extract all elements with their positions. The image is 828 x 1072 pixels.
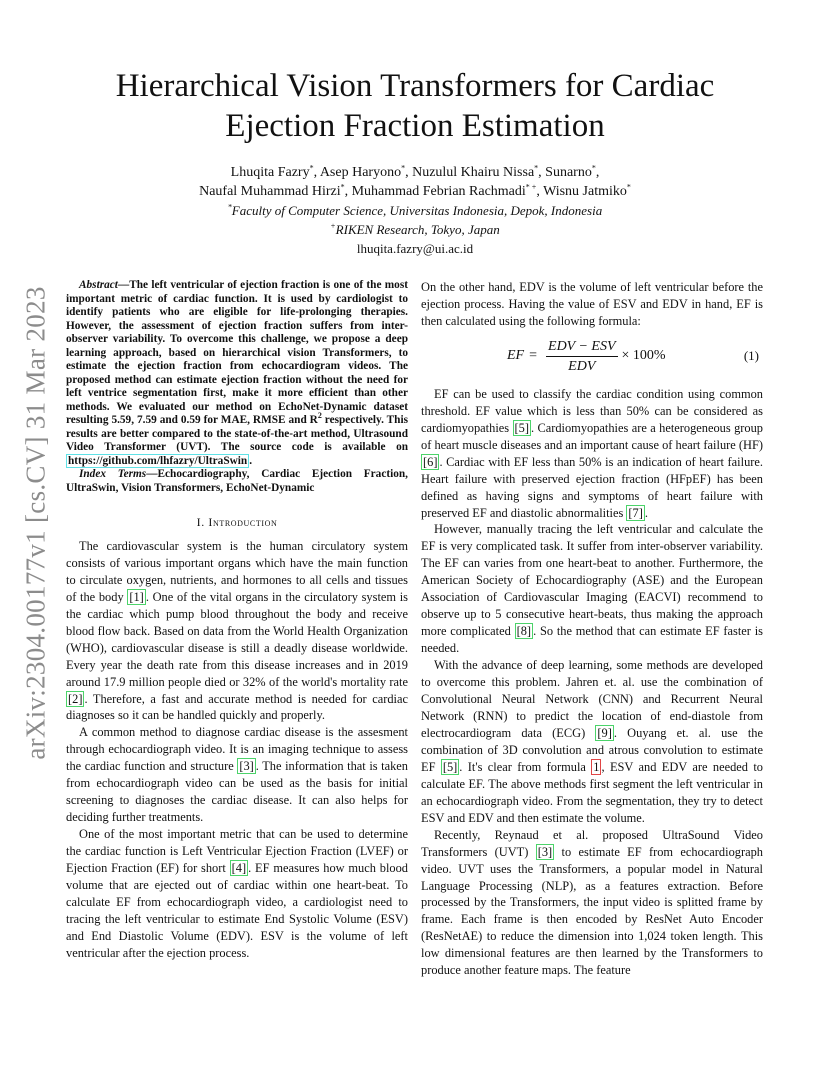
citation-link[interactable]: [1] [129,589,144,604]
paragraph: On the other hand, EDV is the volume of left ventricular before the ejection process. Having the value of ESV and EDV in hand, EF is then calculated using the following formula: [421,280,763,328]
paragraph: With the advance of deep learning, some methods are developed to overcome this problem. Jahren et. al. use the combination of Convolutional Neural Network (CNN) and Recurrent Neural Network (RNN) to predict the location of end-diastole from electrocardiogram data (ECG) [9] . Ouyang et. al. use the combination of 3D convolution and atrous convolution to estimate EF [5] . It's clear from formula 1 , ESV and EDV are needed to calculate EF. The above methods first segment the left ventricular in an echocardiograph video. From the segmentation, they try to detect ESV and EDV and then estimate the volume. [421,658,763,825]
author-line-1: Lhuqita Fazry*, Asep Haryono*, Nuzulul Khairu Nissa*, Sunarno*, [230,163,600,180]
equation-ef: EF = $\frac{\text{EDV − ESV}}{\text{EDV}}$ × 100% (1) [507,338,759,374]
index-terms: Index Terms—Echocardiography, Cardiac Ejection Fraction, UltraSwin, Vision Transformers, EchoNet-Dynamic [66,468,408,494]
citation-link[interactable]: [3] [239,759,254,774]
citation-link[interactable]: [9] [597,725,612,740]
paragraph: Recently, Reynaud et al. proposed UltraSound Video Transformers (UVT) [3] to estimate EF from echocardiograph video. UVT uses the Transformers, a popular model in Natural Language Processing (NLP), as a features extraction. Before processed by the Transformers, the input video is splitted frame by frame. Each frame is then encoded by ResNet Auto Encoder (ResNetAE) to reduce the dimension into 1,024 token length. This low dimensional features are then learned by the Transformers to produce another feature maps. The feature [421,827,763,978]
paragraph: EF can be used to classify the cardiac condition using common threshold. EF value which is less than 50% can be considered as cardiomyopathies [5] . Cardiomyopathies are a heterogeneous group of heart muscle diseases and an important cause of heart failure (HF) [6] . Cardiac with EF less than 50% is an indication of heart failure. Heart failure with preserved ejection fraction (HFpEF) has been defined as having signs and symptoms of heart failure with preserved EF and diastolic abnormalities [7] . [421,386,764,520]
section-heading-introduction: I. Introduction [196,515,278,529]
fraction: $\frac{\text{EDV − ESV}}{\text{EDV}}$ [548,338,616,374]
source-code-link[interactable]: https://github.com/lhfazry/UltraSwin [68,454,248,467]
paragraph: One of the most important metric that can be used to determine the cardiac function is Left Ventricular Ejection Fraction (LVEF) or Ejection Fraction (EF) for short [4] . EF measures how much blood volume that are ejected out of cardiac within one heart-beat. To calculate EF from echocardiograph video, a cardiologist need to tracing the left ventricular to estimate End Systolic Volume (ESV) and End Diastolic Volume (EDV). ESV is the volume of left ventricular after the ejection process. [66,827,408,960]
author: Sunarno [545,165,592,180]
arxiv-identifier: arXiv:2304.00177v1 [cs.CV] 31 Mar 2023 [20,286,51,760]
paragraph: However, manually tracing the left ventricular and calculate the EF is very complicated task. It suffer from inter-observer variability. The EF can varies from one heart-beat to another. Furthermore, the American Society of Echocardiography (ASE) and the European Association of Cardiovascular Imaging (EACVI) recommend to observe up to 5 consecutive heart-beats, thus making the approach more complicated [8] . So the method that can estimate EF faster is needed. [421,522,763,656]
affiliation-1: *Faculty of Computer Science, Universitas Indonesia, Depok, Indonesia [227,202,603,218]
citation-link[interactable]: [5] [442,759,458,774]
citation-link[interactable]: [4] [231,861,247,876]
abstract: Abstract—The left ventricular of ejection fraction is one of the most important metric of cardiac function. It is used by cardiologist to identify patients who are eligible for life-prolonging therapies. However, the assessment of ejection fraction suffers from inter-observer variability. To overcome this challenge, we propose a deep learning approach, based on hierarchical vision Transformers, to estimate the ejection fraction from echocardiogram videos. The proposed method can estimate ejection fraction without the need for left ventrice segmentation first, make it more efficient than other methods. We evaluated our method on EchoNet-Dynamic dataset resulting 5.59, 7.59 and 0.59 for MAE, RMSE and $R^2$ respectively. This results are better compared to the state-of-the-art method, Ultrasound Video Transformer (UVT). The source code is available on https://github.com/lhfazry/UltraSwin . [66,279,408,467]
author: Muhammad Febrian Rachmadi [351,184,526,199]
left-column [66,279,408,962]
citation-link[interactable]: [2] [68,691,83,706]
equation-number: (1) [743,347,759,363]
author: Nuzulul Khairu Nissa [412,165,535,180]
citation-link[interactable]: [6] [423,454,438,469]
citation-link[interactable]: [8] [516,624,532,639]
right-column [421,279,763,979]
author-line-2: Naufal Muhammad Hirzi*, Muhammad Febrian Rachmadi* +, Wisnu Jatmiko* [199,182,631,199]
author: Naufal Muhammad Hirzi [199,184,341,199]
author-email: lhuqita.fazry@ui.ac.id [356,241,474,256]
citation-link[interactable]: [7] [628,505,643,520]
citation-link[interactable]: [3] [537,844,553,859]
author: Asep Haryono [319,165,402,180]
paragraph: A common method to diagnose cardiac disease is the assesment through echocardiograph video. It is an imaging technique to assess the cardiac function and structure [3] . The information that is taken from echocardiograph video can be used as the basis for initial screening to diagnoses the cardiac disease. It can also helps for deciding further treatments. [66,725,408,825]
author: Lhuqita Fazry [230,165,310,180]
author: Wisnu Jatmiko [543,184,627,199]
author-block [80,163,750,258]
affiliation-2: +RIKEN Research, Tokyo, Japan [330,221,500,237]
equation-ref-link[interactable]: 1 [593,759,600,774]
paragraph: The cardiovascular system is the human circulatory system consists of various important organs which have the main function to circulate oxygen, nutrients, and hormones to all cells and tissues of the body [1] . One of the vital organs in the circulatory system is the cardiac which pump blood throughout the body and receive blood flow back. Based on data from the World Health Organization (WHO), cardiovascular disease is still a deadly disease worldwide. Every year the death rate from this disease increases and in 2019 around 17.9 million people died or 32% of the world's mortality rate [2] . Therefore, a fast and accurate method is needed for cardiac diagnoses so it can be handled quickly and properly. [66,538,408,723]
paper-title: Hierarchical Vision Transformers for Cardiac Ejection Fraction Estimation [115,68,715,144]
citation-link[interactable]: [5] [514,420,529,435]
